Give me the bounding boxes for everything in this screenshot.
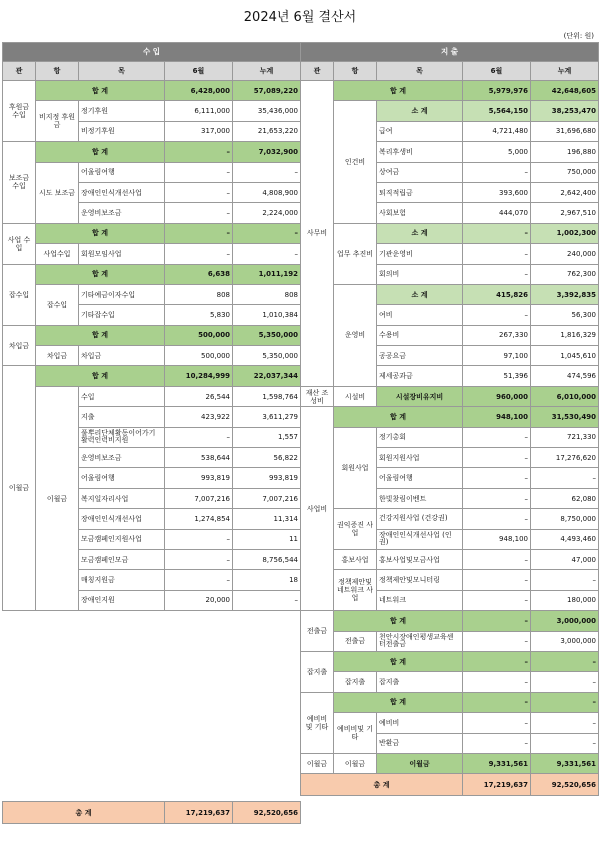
cumulative-value: 3,000,000 (531, 611, 599, 631)
month-value: – (463, 692, 531, 712)
table-row (3, 244, 301, 264)
month-value: 51,396 (463, 366, 531, 386)
cumulative-value: 1,598,764 (233, 386, 301, 406)
mok-cell: 네트워크 (377, 590, 463, 610)
cumulative-value: – (531, 468, 599, 488)
month-value: 5,830 (165, 305, 233, 325)
cumulative-value: – (531, 570, 599, 590)
mok-cell: 한빛찾림이벤트 (377, 488, 463, 508)
sum-label: 합 계 (334, 81, 463, 101)
month-value: 267,330 (463, 325, 531, 345)
gwan-cell: 잡수입 (3, 264, 36, 325)
subtotal-label: 소 계 (377, 284, 463, 304)
hang-cell: 시설비 (334, 386, 377, 406)
total-label: 총 계 (301, 774, 463, 796)
month-value: 6,638 (165, 264, 233, 284)
month-value: – (463, 162, 531, 182)
month-value: 948,100 (463, 529, 531, 549)
table-row (3, 223, 301, 243)
month-value: – (165, 203, 233, 223)
total-cumulative: 92,520,656 (531, 774, 599, 796)
cumulative-value: – (233, 590, 301, 610)
page-title: 2024년 6월 결산서 (243, 10, 357, 25)
expense-heading: 지 출 (301, 43, 599, 62)
mok-cell: 복리후생비 (377, 142, 463, 162)
gwan-cell: 차입금 (3, 325, 36, 366)
hang-cell: 홍보사업 (334, 549, 377, 569)
mok-cell: 기타잡수입 (79, 305, 165, 325)
mok-cell: 여비 (377, 305, 463, 325)
total-month: 17,219,637 (165, 802, 233, 824)
mok-cell: 사회보험 (377, 203, 463, 223)
month-value: 4,721,480 (463, 121, 531, 141)
month-value: – (463, 468, 531, 488)
expense-header-row (301, 62, 599, 81)
gwan-cell: 예비비 및 기타 (301, 692, 334, 753)
cumulative-value: 180,000 (531, 590, 599, 610)
cumulative-value: 42,648,605 (531, 81, 599, 101)
sum-label: 합 계 (36, 223, 165, 243)
cumulative-value: 6,010,000 (531, 386, 599, 406)
sum-label: 합 계 (36, 81, 165, 101)
cumulative-value: 474,596 (531, 366, 599, 386)
cumulative-value: 196,880 (531, 142, 599, 162)
cumulative-value: 993,819 (233, 468, 301, 488)
mok-cell: 비정기후원 (79, 121, 165, 141)
cumulative-value: 11,314 (233, 509, 301, 529)
mok-cell: 이월금 (377, 753, 463, 773)
cumulative-value: 31,530,490 (531, 407, 599, 427)
month-value: – (165, 244, 233, 264)
month-value: 960,000 (463, 386, 531, 406)
month-value: 5,000 (463, 142, 531, 162)
sum-label: 합 계 (334, 407, 463, 427)
month-value: – (165, 427, 233, 447)
cumulative-value: – (531, 672, 599, 692)
expense-table (300, 42, 599, 796)
cumulative-value: 240,000 (531, 244, 599, 264)
hang-cell: 시도 보조금 (36, 162, 79, 223)
total-month: 17,219,637 (463, 774, 531, 796)
month-value: 6,111,000 (165, 101, 233, 121)
mok-cell: 지출 (79, 407, 165, 427)
month-value: – (463, 223, 531, 243)
month-value: – (463, 570, 531, 590)
month-value: 6,428,000 (165, 81, 233, 101)
month-value: – (463, 590, 531, 610)
col-gwan: 관 (3, 62, 36, 81)
gwan-cell: 이월금 (301, 753, 334, 773)
settlement-report (2, 42, 598, 846)
income-header-row (3, 62, 301, 81)
mok-cell: 제세공과금 (377, 366, 463, 386)
cumulative-value: 1,557 (233, 427, 301, 447)
month-value: – (463, 549, 531, 569)
mok-cell: 장애인인식개선사업 (79, 182, 165, 202)
table-row (301, 101, 599, 121)
month-value: – (463, 631, 531, 651)
month-value: – (165, 529, 233, 549)
cumulative-value: 8,756,544 (233, 549, 301, 569)
cumulative-value: 2,967,510 (531, 203, 599, 223)
mok-cell: 회의비 (377, 264, 463, 284)
mok-cell: 차입금 (79, 346, 165, 366)
month-value: 538,644 (165, 448, 233, 468)
table-row (3, 284, 301, 304)
cumulative-value: 4,493,460 (531, 529, 599, 549)
mok-cell: 복지일자리사업 (79, 488, 165, 508)
mok-cell: 어울림여행 (79, 468, 165, 488)
cumulative-value: 762,300 (531, 264, 599, 284)
mok-cell: 수용비 (377, 325, 463, 345)
sum-label: 합 계 (36, 325, 165, 345)
mok-cell: 정책제안및모니터링 (377, 570, 463, 590)
month-value: 20,000 (165, 590, 233, 610)
month-value: – (463, 427, 531, 447)
subtotal-label: 소 계 (377, 223, 463, 243)
table-row (301, 672, 599, 692)
cumulative-value: 1,010,384 (233, 305, 301, 325)
gwan-cell: 잡지출 (301, 651, 334, 692)
month-value: – (463, 713, 531, 733)
month-value: – (463, 672, 531, 692)
unit-label: (단위: 원) (563, 32, 594, 40)
cumulative-value: 808 (233, 284, 301, 304)
mok-cell: 정기후원 (79, 101, 165, 121)
mok-cell: 어울림여행 (79, 162, 165, 182)
month-value: 500,000 (165, 325, 233, 345)
table-row (3, 81, 301, 101)
month-value: – (463, 733, 531, 753)
table-row (301, 692, 599, 712)
table-row (301, 509, 599, 529)
cumulative-value: 1,045,610 (531, 346, 599, 366)
month-value: – (463, 651, 531, 671)
table-row (301, 570, 599, 590)
cumulative-value: 38,253,470 (531, 101, 599, 121)
mok-cell: 회원모임사업 (79, 244, 165, 264)
hang-cell: 잡수입 (36, 284, 79, 325)
month-value: 10,284,999 (165, 366, 233, 386)
mok-cell: 수입 (79, 386, 165, 406)
cumulative-value: 2,642,400 (531, 182, 599, 202)
cumulative-value: 3,392,835 (531, 284, 599, 304)
cumulative-value: – (531, 651, 599, 671)
cumulative-value: 721,330 (531, 427, 599, 447)
gwan-cell: 재산 조성비 (301, 386, 334, 406)
spacer-row (3, 611, 301, 802)
hang-cell: 회원사업 (334, 427, 377, 509)
hang-cell: 차입금 (36, 346, 79, 366)
month-value: – (463, 448, 531, 468)
mok-cell: 상여금 (377, 162, 463, 182)
cumulative-value: 7,032,900 (233, 142, 301, 162)
mok-cell: 예비비 (377, 713, 463, 733)
month-value: 26,544 (165, 386, 233, 406)
hang-cell: 전출금 (334, 631, 377, 651)
cumulative-value: 56,300 (531, 305, 599, 325)
col-cumulative: 누계 (531, 62, 599, 81)
col-month: 6월 (165, 62, 233, 81)
col-gwan: 관 (301, 62, 334, 81)
month-value: – (463, 264, 531, 284)
month-value: 97,100 (463, 346, 531, 366)
table-row (3, 366, 301, 386)
month-value: 9,331,561 (463, 753, 531, 773)
income-table (2, 42, 301, 824)
month-value: 423,922 (165, 407, 233, 427)
table-row (3, 325, 301, 345)
hang-cell: 정책제안및 네트워크 사업 (334, 570, 377, 611)
cumulative-value: – (531, 713, 599, 733)
mok-cell: 매칭지원금 (79, 570, 165, 590)
month-value: 415,826 (463, 284, 531, 304)
total-cumulative: 92,520,656 (233, 802, 301, 824)
month-value: – (165, 549, 233, 569)
mok-cell: 급여 (377, 121, 463, 141)
table-row (301, 81, 599, 101)
cumulative-value: 2,224,000 (233, 203, 301, 223)
mok-cell: 퇴직적립금 (377, 182, 463, 202)
hang-cell: 인건비 (334, 101, 377, 223)
mok-cell: 시설장비유지비 (377, 386, 463, 406)
gwan-cell: 보조금 수입 (3, 142, 36, 224)
sum-label: 합 계 (334, 651, 463, 671)
sum-label: 합 계 (334, 692, 463, 712)
cumulative-value: – (531, 733, 599, 753)
mok-cell: 장애인지원 (79, 590, 165, 610)
cumulative-value: 56,822 (233, 448, 301, 468)
month-value: 948,100 (463, 407, 531, 427)
month-value: 500,000 (165, 346, 233, 366)
hang-cell: 이월금 (334, 753, 377, 773)
gwan-cell: 이월금 (3, 366, 36, 611)
mok-cell: 기관운영비 (377, 244, 463, 264)
mok-cell: 장애인인식개선사업 (79, 509, 165, 529)
month-value: – (165, 570, 233, 590)
month-value: 393,600 (463, 182, 531, 202)
month-value: 7,007,216 (165, 488, 233, 508)
hang-cell: 예비비및 기타 (334, 713, 377, 754)
month-value: 5,564,150 (463, 101, 531, 121)
cumulative-value: 17,276,620 (531, 448, 599, 468)
cumulative-value: 31,696,680 (531, 121, 599, 141)
table-row (301, 549, 599, 569)
month-value: 1,274,854 (165, 509, 233, 529)
sum-label: 합 계 (36, 366, 165, 386)
cumulative-value: 1,002,300 (531, 223, 599, 243)
table-row (3, 142, 301, 162)
hang-cell: 권익증진 사업 (334, 509, 377, 550)
month-value: 808 (165, 284, 233, 304)
col-cumulative: 누계 (233, 62, 301, 81)
mok-cell: 운영비보조금 (79, 448, 165, 468)
table-row (301, 386, 599, 406)
table-row (301, 753, 599, 773)
month-value: 993,819 (165, 468, 233, 488)
sum-label: 합 계 (36, 142, 165, 162)
grand-total-row (3, 802, 301, 824)
mok-cell: 기타예금이자수입 (79, 284, 165, 304)
cumulative-value: – (233, 223, 301, 243)
hang-cell: 사업수입 (36, 244, 79, 264)
sum-label: 합 계 (334, 611, 463, 631)
mok-cell: 정기총회 (377, 427, 463, 447)
grand-total-row (301, 774, 599, 796)
cumulative-value: – (531, 692, 599, 712)
mok-cell: 회원지원사업 (377, 448, 463, 468)
mok-cell: 모금캠페인지원사업 (79, 529, 165, 549)
gwan-cell: 전출금 (301, 611, 334, 652)
month-value: – (165, 162, 233, 182)
cumulative-value: 1,816,329 (531, 325, 599, 345)
month-value: – (165, 142, 233, 162)
cumulative-value: 62,080 (531, 488, 599, 508)
cumulative-value: 4,808,900 (233, 182, 301, 202)
cumulative-value: 7,007,216 (233, 488, 301, 508)
table-row (3, 346, 301, 366)
table-row (3, 264, 301, 284)
col-mok: 목 (377, 62, 463, 81)
cumulative-value: 35,436,000 (233, 101, 301, 121)
spacer-cell (3, 611, 301, 802)
cumulative-value: 47,000 (531, 549, 599, 569)
hang-cell: 이월금 (36, 386, 79, 610)
cumulative-value: 5,350,000 (233, 346, 301, 366)
total-label: 총 계 (3, 802, 165, 824)
hang-cell: 비지정 후원금 (36, 101, 79, 142)
table-row (301, 631, 599, 651)
mok-cell: 홍보사업및모금사업 (377, 549, 463, 569)
table-row (301, 713, 599, 733)
cumulative-value: 3,611,279 (233, 407, 301, 427)
table-row (3, 162, 301, 182)
cumulative-value: 3,000,000 (531, 631, 599, 651)
hang-cell: 운영비 (334, 284, 377, 386)
col-mok: 목 (79, 62, 165, 81)
table-row (301, 223, 599, 243)
month-value: 5,979,976 (463, 81, 531, 101)
month-value: – (463, 611, 531, 631)
cumulative-value: 11 (233, 529, 301, 549)
mok-cell: 잡지출 (377, 672, 463, 692)
col-hang: 항 (36, 62, 79, 81)
col-hang: 항 (334, 62, 377, 81)
gwan-cell: 사무비 (301, 81, 334, 387)
subtotal-label: 소 계 (377, 101, 463, 121)
mok-cell: 건강지원사업 (건강권) (377, 509, 463, 529)
cumulative-value: – (233, 244, 301, 264)
gwan-cell: 사업 수입 (3, 223, 36, 264)
table-row (3, 101, 301, 121)
table-row (301, 284, 599, 304)
cumulative-value: 8,750,000 (531, 509, 599, 529)
table-row (301, 651, 599, 671)
cumulative-value: – (233, 162, 301, 182)
month-value: – (165, 223, 233, 243)
cumulative-value: 1,011,192 (233, 264, 301, 284)
mok-cell: 반환금 (377, 733, 463, 753)
cumulative-value: 9,331,561 (531, 753, 599, 773)
month-value: – (463, 305, 531, 325)
month-value: – (463, 509, 531, 529)
mok-cell: 천안시장애인평생교육센터전출금 (377, 631, 463, 651)
mok-cell: 모금캠페인모금 (79, 549, 165, 569)
gwan-cell: 후원금 수입 (3, 81, 36, 142)
cumulative-value: 22,037,344 (233, 366, 301, 386)
gwan-cell: 사업비 (301, 407, 334, 611)
mok-cell: 풀뿌리단체활동이어가기활력인력비지원 (79, 427, 165, 447)
month-value: – (165, 182, 233, 202)
month-value: – (463, 488, 531, 508)
cumulative-value: 5,350,000 (233, 325, 301, 345)
sum-label: 합 계 (36, 264, 165, 284)
table-row (301, 427, 599, 447)
mok-cell: 운영비보조금 (79, 203, 165, 223)
cumulative-value: 57,089,220 (233, 81, 301, 101)
table-row (301, 407, 599, 427)
cumulative-value: 18 (233, 570, 301, 590)
col-month: 6월 (463, 62, 531, 81)
month-value: 317,000 (165, 121, 233, 141)
mok-cell: 어울림여행 (377, 468, 463, 488)
mok-cell: 장애인인식개선사업 (인권) (377, 529, 463, 549)
month-value: – (463, 244, 531, 264)
mok-cell: 공공요금 (377, 346, 463, 366)
income-heading: 수 입 (3, 43, 301, 62)
table-row (3, 386, 301, 406)
table-row (301, 611, 599, 631)
cumulative-value: 750,000 (531, 162, 599, 182)
hang-cell: 업무 추진비 (334, 223, 377, 284)
month-value: 444,070 (463, 203, 531, 223)
hang-cell: 잡지출 (334, 672, 377, 692)
cumulative-value: 21,653,220 (233, 121, 301, 141)
